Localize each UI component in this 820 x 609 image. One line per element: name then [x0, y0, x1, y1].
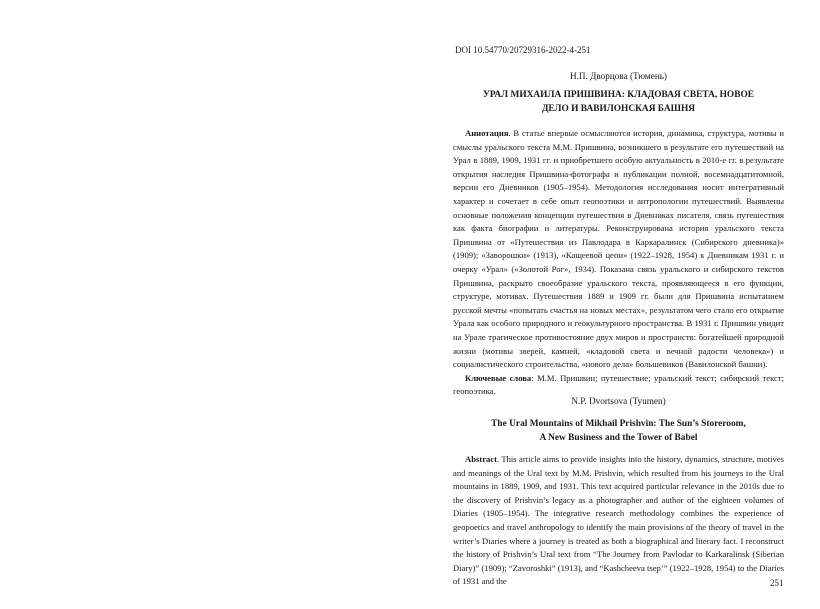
- abstract-ru: [453, 127, 784, 372]
- title-ru-line-1: УРАЛ МИХАИЛА ПРИШВИНА: КЛАДОВАЯ СВЕТА, НОВОЕ: [482, 90, 754, 100]
- abstract-ru-label: Аннотация: [465, 128, 509, 138]
- doi-line: DOI 10.54770/20729316-2022-4-251: [455, 45, 591, 55]
- abstract-ru-block: [453, 127, 784, 399]
- keywords-ru-label: Ключевые слова: [465, 372, 532, 383]
- article-title-en: [453, 418, 784, 445]
- author-en: N.P. Dvortsova (Tyumen): [571, 396, 666, 406]
- abstract-en-block: [453, 453, 784, 589]
- page-number: 251: [770, 578, 784, 588]
- abstract-en-label: Abstract: [465, 454, 497, 464]
- title-en-line-2: A New Business and the Tower of Babel: [539, 432, 698, 443]
- title-en-line-1: The Ural Mountains of Mikhail Prishvin: The Sun’s Storeroom,: [491, 419, 746, 429]
- abstract-ru-text: . В статье впервые осмысляются история, динамика, структура, мотивы и смыслы уральского текста М.М. Пришвина, возникшего в результате его путешествий на Урал в 1889, 1909, 1931 гг. и приобретшего особую актуальность в 2010-е гг. в результате открытия наследия Пришвина-фотографа и публикации полной, восемнадцатитомной, версии его Дневников (1905–1954). Методология исследования носит интегративный характер и сочетает в себе опыт геопоэтики и антропологии путешествий. Выявлены основные положения концепции путешествия в Дневниках писателя, связь путешествия как факта биографии и литературы. Реконструирована история уральского текста Пришвина от «Путешествия из Павлодара в Каркаралинск (Сибирского дневника)» (1909); «Заворошки» (1913), «Кащеевой цепи» (1922–1928, 1954) к Дневникам 1931 г. и очерку «Урал» («Золотой Рог», 1934). Показана связь уральского и сибирского текстов Пришвина, раскрыто своеобразие уральского текста, проявляющееся в его функции, структуре, мотивах. Путешествия 1889 и 1909 гг. были для Пришвина испытанием русской мечты «попытать счастья на новых местах», результатом чего стало его открытие Урала как особого природного и геокультурного пространства. В 1931 г. Пришвин увидит на Урале трагическое противостояние двух миров и пространств: богатейшей природной жизни (мотивы зверей, камней, «кладовой света и вечной радости человека») и социалистического строительства, «нового дела» большевиков (Вавилонской башни).: [453, 128, 784, 370]
- title-ru-line-2: ДЕЛО И ВАВИЛОНСКАЯ БАШНЯ: [541, 103, 696, 114]
- abstract-en-text: . This article aims to provide insights into the history, dynamics, structure, motives and meanings of the Ural text by M.M. Prishvin, which resulted from his journeys to the Ural mountains in 1889, 1909, and 1931. This text acquired particular relevance in the 2010s due to the discovery of Prishvin’s legacy as a photographer and author of the eighteen volumes of Diaries (1905–1954). The integrative research methodology combines the experience of geopoetics and travel anthropology to identify the main provisions of the theory of travel in the writer’s Diaries where a journey is treated as both a biographical and literary fact. I reconstruct the history of Prishvin’s Ural text from “The Journey from Pavlodar to Karkaralinsk (Siberian Diary)” (1909); “Zavoroshki” (1913), and “Kashcheeva tsep’” (1922–1928, 1954) to the Diaries of 1931 and the: [453, 454, 784, 587]
- abstract-en: [453, 453, 784, 589]
- keywords-ru-text: : М.М. Пришвин; путешествие; уральский текст; сибирский текст; геопоэтика.: [453, 372, 784, 397]
- author-ru: Н.П. Дворцова (Тюмень): [569, 71, 667, 81]
- article-title-ru: [453, 89, 784, 116]
